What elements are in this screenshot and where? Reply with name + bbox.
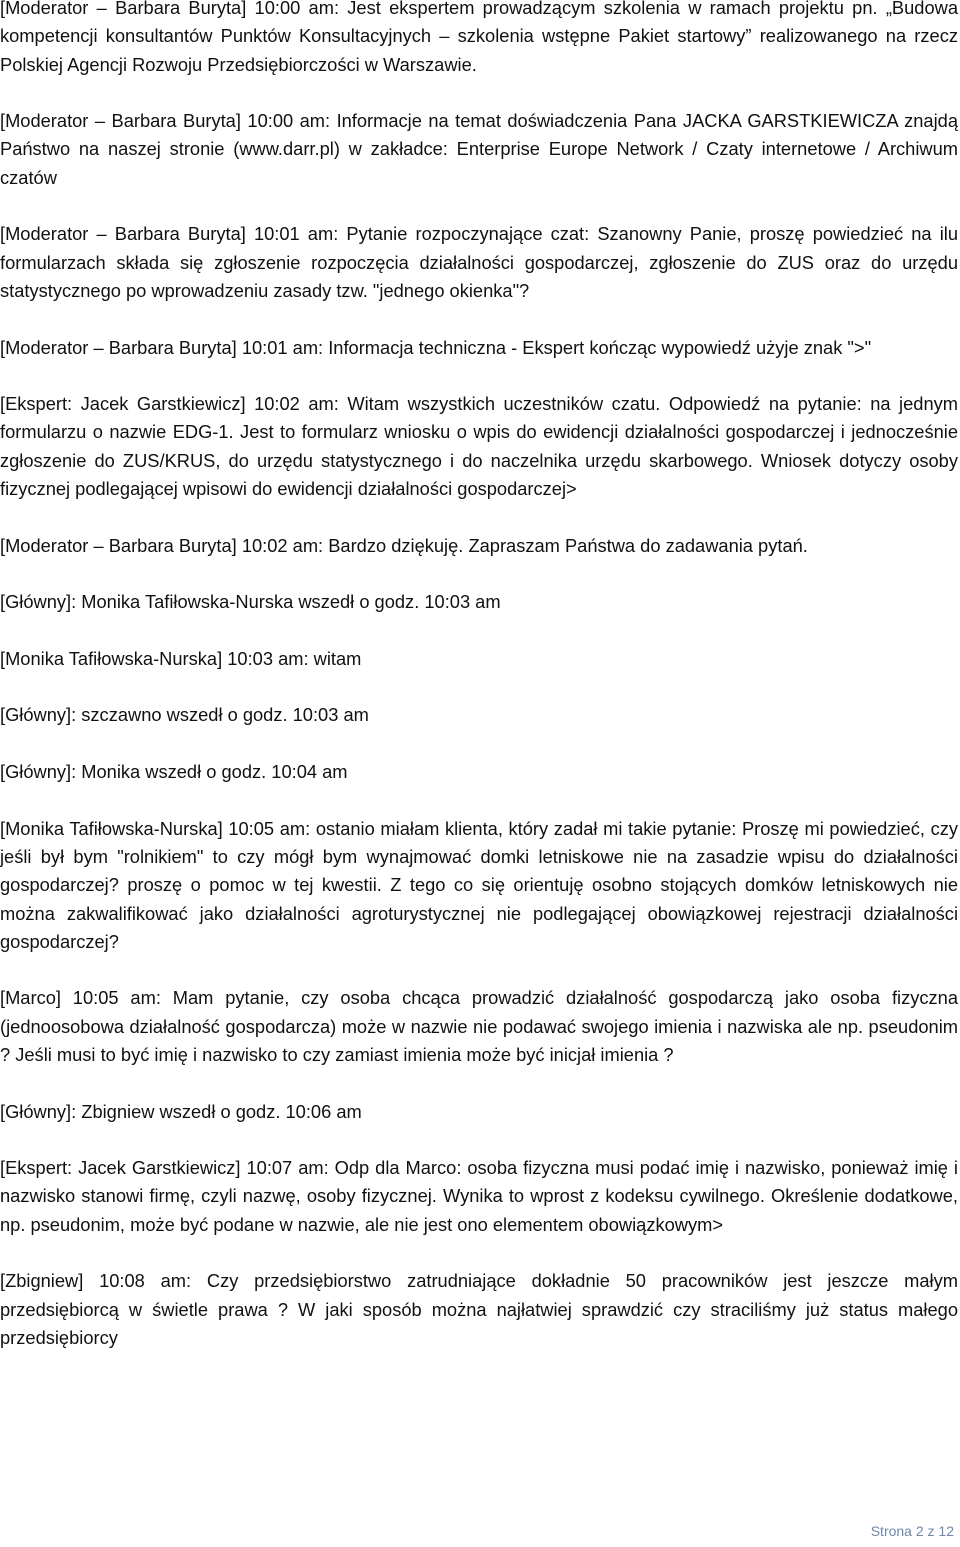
chat-message: [Ekspert: Jacek Garstkiewicz] 10:02 am: Witam wszystkich uczestników czatu. Odpowiedź na pytanie: na jednym formularzu o nazwie EDG-1. Jest to formularz wniosku o wpis do ewidencji działalności gospodarczej i jednocześnie zgłoszenie do ZUS/KRUS, do urzędu statystycznego i do naczelnika urzędu skarbowego. Wniosek dotyczy osoby fizycznej podlegającej wpisowi do ewidencji działalności gospodarczej> [0, 393, 958, 500]
chat-message: [Moderator – Barbara Buryta] 10:01 am: Informacja techniczna - Ekspert kończąc wypowiedź użyje znak ">" [0, 336, 872, 358]
chat-message: [Główny]: Monika wszedł o godz. 10:04 am [0, 761, 348, 783]
chat-message: [Ekspert: Jacek Garstkiewicz] 10:07 am: Odp dla Marco: osoba fizyczna musi podać imię i nazwisko, ponieważ imię i nazwisko stanowi firmę, czyli nazwę, osoby fizycznej. Wynika to wprost z kodeksu cywilnego. Określenie dodatkowe, np. pseudonim, może być podane w nazwie, ale nie jest ono elementem obowiązkowym> [0, 1157, 958, 1235]
chat-message: [Monika Tafiłowska-Nurska] 10:03 am: witam [0, 647, 362, 669]
chat-message: [Moderator – Barbara Buryta] 10:02 am: Bardzo dziękuję. Zapraszam Państwa do zadawania pytań. [0, 534, 808, 556]
chat-message: [Główny]: Zbigniew wszedł o godz. 10:06 am [0, 1100, 362, 1122]
chat-message: [Moderator – Barbara Buryta] 10:00 am: Informacje na temat doświadczenia Pana JACKA GARSTKIEWICZA znajdą Państwo na naszej stronie (www.darr.pl) w zakładce: Enterprise Europe Network / Czaty internetowe / Archiwum czatów [0, 110, 958, 188]
chat-message: [Główny]: Monika Tafiłowska-Nurska wszedł o godz. 10:03 am [0, 591, 501, 613]
chat-message: [Marco] 10:05 am: Mam pytanie, czy osoba chcąca prowadzić działalność gospodarczą jako osoba fizyczna (jednoosobowa działalność gospodarcza) może w nazwie nie podawać swojego imienia i nazwiska ale np. pseudonim ? Jeśli musi to być imię i nazwisko to czy zamiast imienia może być inicjał imienia ? [0, 987, 958, 1065]
chat-message: [Moderator – Barbara Buryta] 10:01 am: Pytanie rozpoczynające czat: Szanowny Panie, proszę powiedzieć na ilu formularzach składa się zgłoszenie rozpoczęcia działalności gospodarczej, zgłoszenie do ZUS oraz do urzędu statystycznego po wprowadzeniu zasady tzw. "jednego okienka"? [0, 223, 958, 301]
chat-message: [Główny]: szczawno wszedł o godz. 10:03 am [0, 704, 369, 726]
page-number: Strona 2 z 12 [870, 1523, 954, 1539]
chat-message: [Moderator – Barbara Buryta] 10:00 am: Jest ekspertem prowadzącym szkolenia w ramach projektu pn. „Budowa kompetencji konsultantów Punktów Konsultacyjnych – szkolenia wstępne Pakiet startowy” realizowanego na rzecz Polskiej Agencji Rozwoju Przedsiębiorczości w Warszawie. [0, 0, 958, 75]
chat-message: [Monika Tafiłowska-Nurska] 10:05 am: ostanio miałam klienta, który zadał mi takie pytanie: Proszę mi powiedzieć, czy jeśli był bym "rolnikiem" to czy mógł bym wynajmować domki letniskowe nie na zasadzie wpisu do działalności gospodarczej? proszę o pomoc w tej kwestii. Z tego co się orientuję osobno stojących domków letniskowych nie można zakwalifikować jako działalności agroturystycznej nie podlegającej obowiązkowej rejestracji działalności gospodarczej? [0, 817, 958, 952]
chat-message: [Zbigniew] 10:08 am: Czy przedsiębiorstwo zatrudniające dokładnie 50 pracowników jest jeszcze małym przedsiębiorcą w świetle prawa ? W jaki sposób można najłatwiej sprawdzić czy straciliśmy już status małego przedsiębiorcy [0, 1270, 958, 1348]
